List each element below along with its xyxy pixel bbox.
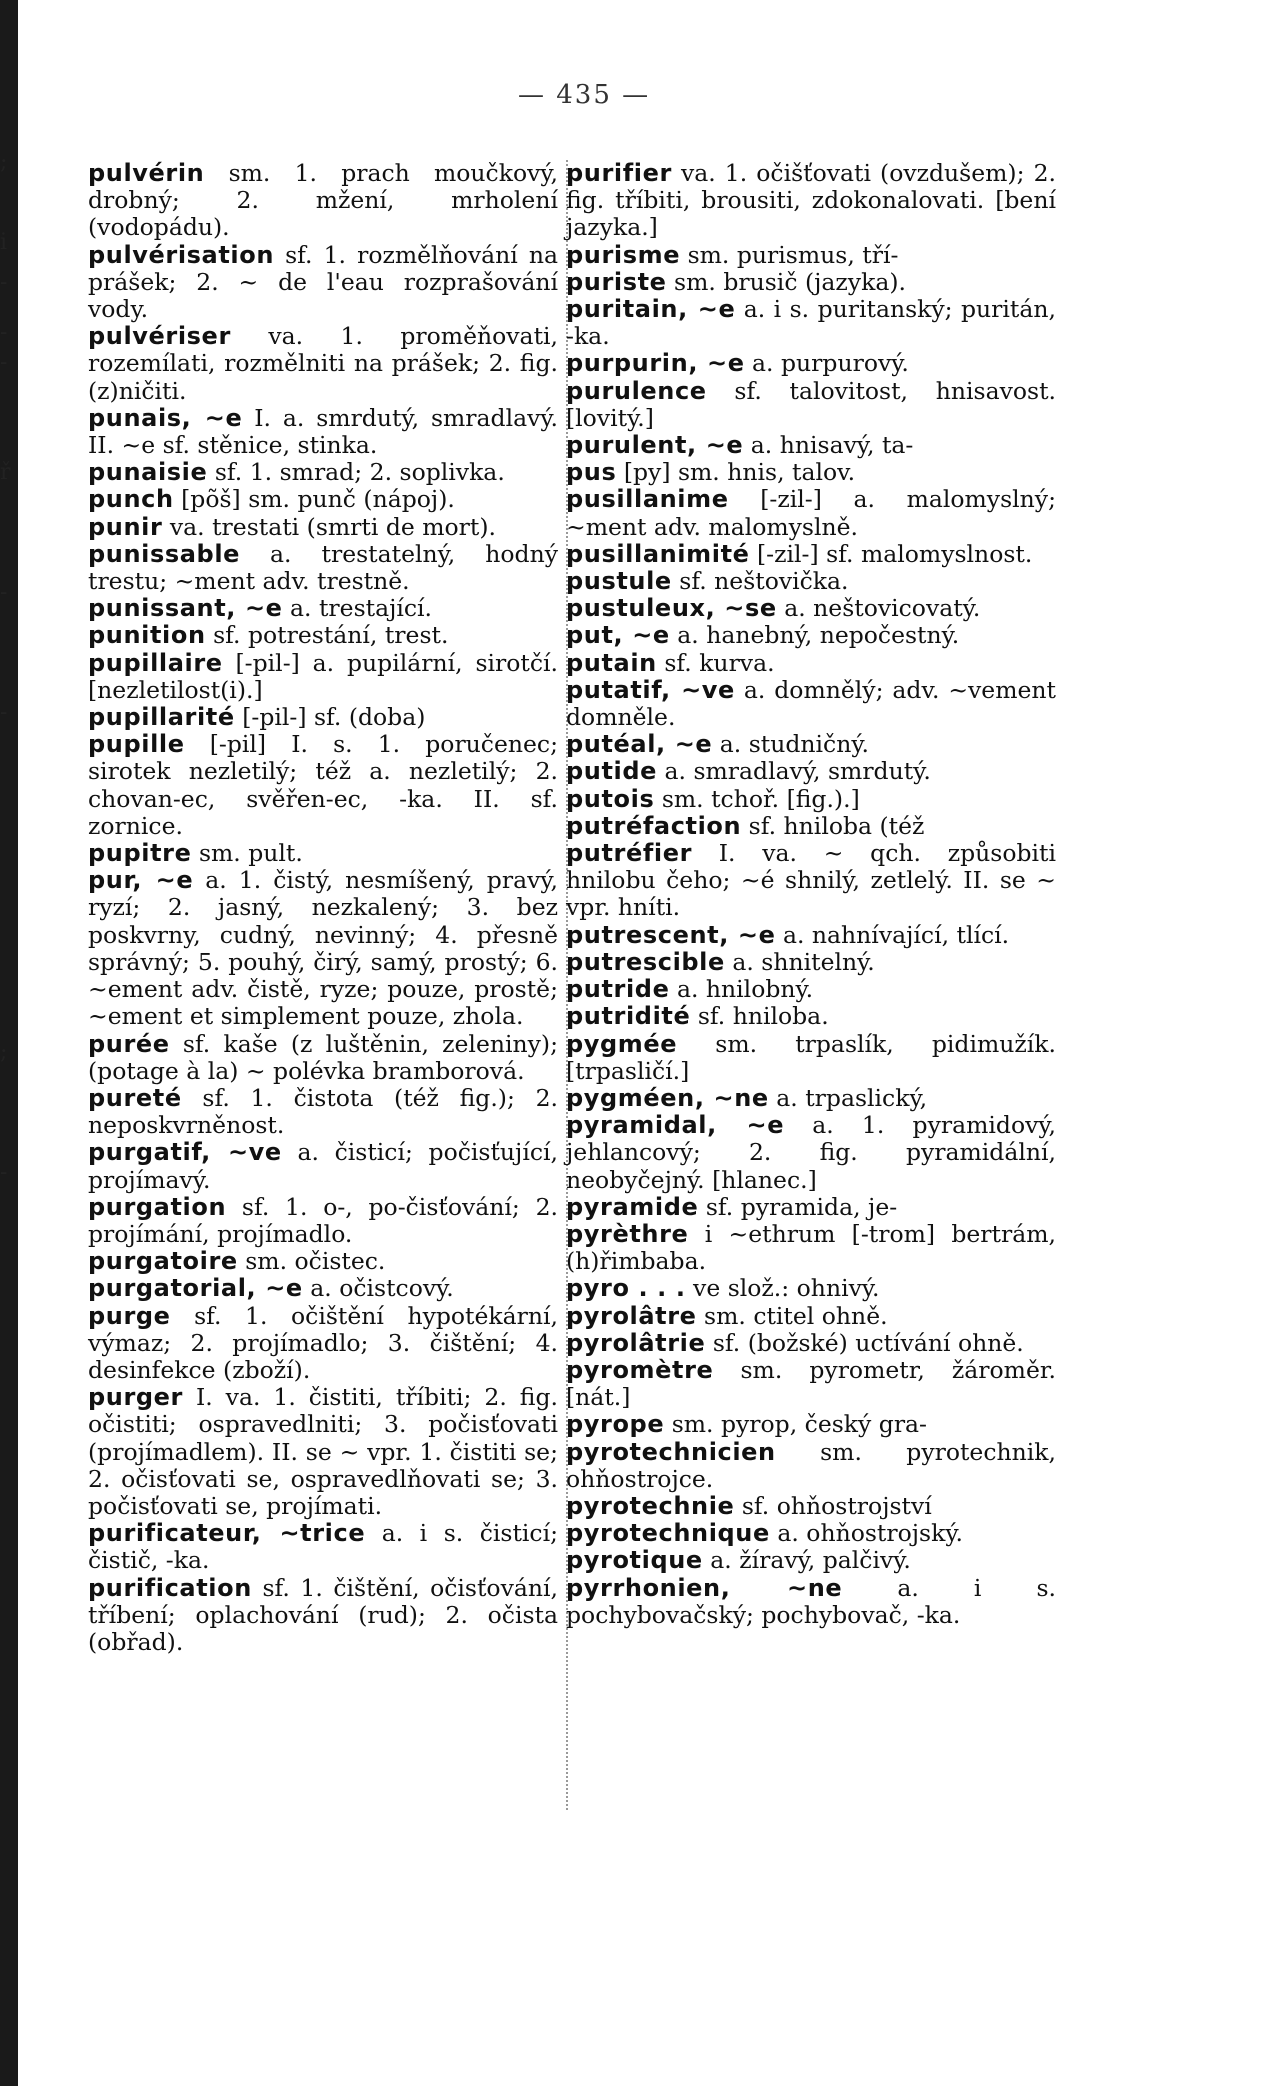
entry-headword: putréfaction: [566, 811, 742, 840]
entry-headword: pus: [566, 458, 617, 487]
entry-headword: punition: [88, 621, 206, 650]
entry-definition: sf. hniloba (též: [741, 811, 925, 840]
entry-headword: purgation: [88, 1192, 227, 1221]
dictionary-entry: [566, 786, 1056, 813]
dictionary-entry: [566, 650, 1056, 677]
edge-mark: -: [0, 700, 8, 725]
entry-headword: pureté: [88, 1083, 182, 1112]
entry-headword: pur, ~e: [88, 866, 194, 895]
entry-definition: a. smradlavý, smrdutý.: [657, 757, 931, 786]
entry-headword: pulvérin: [88, 159, 205, 187]
dictionary-entry: [88, 1248, 558, 1275]
edge-mark: -: [0, 580, 8, 605]
entry-definition: sf. neštovička.: [671, 567, 849, 596]
entry-definition: a. i s. puritanský; puritán, -ka.: [566, 295, 1056, 351]
entry-headword: putois: [566, 784, 655, 813]
entry-definition: a. trpaslický,: [768, 1083, 928, 1112]
dictionary-entry: [566, 1031, 1056, 1085]
entry-definition: a. neštovicovatý.: [776, 594, 981, 623]
entry-headword: pustule: [566, 567, 672, 596]
entry-definition: sf. pyramida, je-: [698, 1192, 898, 1221]
dictionary-entry: [566, 813, 1056, 840]
edge-mark: i: [0, 230, 8, 255]
entry-headword: putréfier: [566, 839, 693, 868]
dictionary-entry: [566, 1547, 1056, 1574]
dictionary-entry: [566, 378, 1056, 432]
entry-headword: punissable: [88, 539, 241, 568]
entry-definition: a. purpurový.: [744, 349, 909, 378]
dictionary-entry: [88, 650, 558, 704]
dictionary-entry: [566, 1003, 1056, 1030]
dictionary-entry: [566, 731, 1056, 758]
dictionary-entry: [566, 1520, 1056, 1547]
entry-definition: sf. ohňostrojství: [734, 1491, 932, 1520]
dictionary-entry: [566, 949, 1056, 976]
edge-mark: -: [0, 320, 8, 345]
entry-headword: pulvériser: [88, 322, 231, 351]
entry-definition: a. 1. pyramidový, jehlancový; 2. fig. pyramidální, neobyčejný. [hlanec.]: [566, 1111, 1056, 1194]
edge-mark: -: [0, 1160, 8, 1185]
entry-headword: purisme: [566, 240, 681, 269]
entry-definition: a. čisticí; počisťující, projímavý.: [88, 1138, 558, 1194]
dictionary-entry: [88, 731, 558, 840]
entry-definition: sf. 1. čistota (též fig.); 2. neposkvrněnost.: [88, 1083, 558, 1140]
entry-headword: putide: [566, 757, 658, 786]
entry-headword: pyrèthre: [566, 1219, 689, 1248]
dictionary-entry: [566, 160, 1056, 242]
page-number: — 435 —: [518, 80, 651, 110]
entry-definition: a. hanebný, nepočestný.: [669, 621, 960, 650]
entry-definition: sm. tchoř. [fig.).]: [654, 784, 860, 813]
entry-headword: pyramide: [566, 1192, 699, 1221]
entry-headword: putride: [566, 975, 670, 1004]
entry-definition: I. va. 1. čistiti, tříbiti; 2. fig. očistiti; ospravedlniti; 3. počisťovati (projímadlem). II. se ~ vpr. 1. čistiti se; 2. očisťovati se, ospravedlňovati se; 3. počisťovati se, projímati.: [88, 1383, 558, 1520]
dictionary-entry: [88, 1194, 558, 1248]
entry-definition: sm. pyrometr, žároměr. [nát.]: [566, 1355, 1056, 1412]
dictionary-entry: [88, 514, 558, 541]
entry-definition: va. trestati (smrti de mort).: [162, 512, 496, 541]
entry-definition: sf. (božské) uctívání ohně.: [705, 1328, 1024, 1357]
entry-definition: a. hnisavý, ta-: [743, 431, 914, 460]
dictionary-entry: [566, 840, 1056, 922]
dictionary-entry: [566, 1493, 1056, 1520]
entry-headword: putrescent, ~e: [566, 920, 776, 949]
dictionary-entry: [88, 595, 558, 622]
dictionary-entry: [88, 1085, 558, 1139]
entry-definition: [-pil] I. s. 1. poručenec; sirotek nezletilý; též a. nezletilý; 2. chovan-ec, svěřen-ec, -ka. II. sf. zornice.: [88, 730, 558, 840]
entry-definition: sf. 1. smrad; 2. soplivka.: [207, 458, 505, 487]
entry-headword: pygméen, ~ne: [566, 1083, 769, 1112]
dictionary-entry: [88, 704, 558, 731]
entry-headword: pyramidal, ~e: [566, 1111, 785, 1140]
entry-headword: pusillanime: [566, 485, 729, 514]
dictionary-entry: [566, 1357, 1056, 1411]
entry-headword: pyromètre: [566, 1355, 714, 1384]
edge-mark: -: [0, 270, 8, 295]
entry-headword: purge: [88, 1301, 171, 1330]
dictionary-entry: [88, 405, 558, 459]
entry-headword: punissant, ~e: [88, 594, 283, 623]
entry-headword: pusillanimité: [566, 539, 750, 568]
entry-definition: sm. trpaslík, pidimužík. [trpasličí.]: [566, 1029, 1056, 1085]
entry-definition: sf. 1. očištění hypotékární, výmaz; 2. projímadlo; 3. čištění; 4. desinfekce (zboží).: [88, 1301, 558, 1384]
entry-headword: pyrotechnie: [566, 1491, 735, 1520]
right-column: [566, 160, 1056, 1629]
dictionary-entry: [566, 568, 1056, 595]
entry-definition: sm. 1. prach moučkový, drobný; 2. mžení, mrholení (vodopádu).: [88, 159, 558, 242]
entry-headword: punir: [88, 512, 163, 541]
dictionary-entry: [566, 595, 1056, 622]
dictionary-entry: [88, 867, 558, 1030]
entry-definition: sf. 1. čištění, očisťování, tříbení; oplachování (rud); 2. očista (obřad).: [88, 1573, 558, 1656]
entry-definition: [-zil-] sf. malomyslnost.: [749, 539, 1033, 568]
entry-definition: sf. hniloba.: [690, 1002, 829, 1031]
entry-headword: purgatif, ~ve: [88, 1138, 282, 1167]
entry-headword: pyrolâtrie: [566, 1328, 706, 1357]
entry-headword: pyrrhonien, ~ne: [566, 1573, 843, 1602]
dictionary-entry: [88, 1139, 558, 1193]
entry-definition: sf. 1. o-, po-čisťování; 2. projímání, projímadlo.: [88, 1192, 558, 1248]
entry-headword: purgatorial, ~e: [88, 1274, 303, 1303]
entry-definition: [-zil-] a. malomyslný; ~ment adv. malomyslně.: [566, 485, 1056, 541]
entry-headword: pupillarité: [88, 703, 235, 732]
entry-definition: sf. 1. rozmělňování na prášek; 2. ~ de l'eau rozprašování vody.: [88, 240, 558, 324]
entry-definition: a. i s. pochybovačský; pochybovač, -ka.: [566, 1573, 1056, 1629]
entry-headword: pupitre: [88, 839, 192, 868]
entry-definition: ve slož.: ohnivý.: [685, 1274, 880, 1303]
entry-definition: [-pil-] sf. (doba): [234, 703, 426, 732]
edge-mark: ;: [0, 1040, 8, 1065]
entry-headword: purificateur, ~trice: [88, 1519, 366, 1548]
entry-definition: a. i s. čisticí; čistič, -ka.: [88, 1519, 559, 1575]
dictionary-entry: [566, 1330, 1056, 1357]
entry-headword: pulvérisation: [88, 240, 275, 269]
dictionary-entry: [566, 1221, 1056, 1275]
entry-headword: pupille: [88, 730, 185, 759]
entry-definition: a. očistcový.: [302, 1274, 454, 1303]
dictionary-entry: [566, 1085, 1056, 1112]
entry-definition: sm. pult.: [191, 839, 303, 868]
entry-headword: puriste: [566, 267, 667, 296]
entry-definition: sf. kaše (z luštěnin, zeleniny); (potage à la) ~ polévka bramborová.: [88, 1029, 558, 1085]
entry-headword: pyrotique: [566, 1546, 703, 1575]
entry-headword: purger: [88, 1383, 183, 1412]
dictionary-entry: [88, 459, 558, 486]
entry-headword: purulence: [566, 376, 707, 405]
dictionary-entry: [566, 1275, 1056, 1302]
dictionary-entry: [566, 541, 1056, 568]
entry-headword: pyrolâtre: [566, 1301, 697, 1330]
left-column: [88, 160, 558, 1656]
entry-definition: I. a. smrdutý, smradlavý. II. ~e sf. stěnice, stinka.: [88, 403, 559, 460]
entry-headword: pyro . . .: [566, 1274, 686, 1303]
entry-definition: a. domnělý; adv. ~vement domněle.: [566, 675, 1056, 732]
dictionary-entry: [566, 922, 1056, 949]
entry-headword: punch: [88, 485, 174, 514]
entry-headword: purgatoire: [88, 1247, 238, 1276]
entry-definition: a. trestající.: [282, 594, 433, 623]
dictionary-entry: [566, 1303, 1056, 1330]
dictionary-entry: [566, 622, 1056, 649]
dictionary-entry: [566, 1439, 1056, 1493]
dictionary-entry: [88, 541, 558, 595]
dictionary-entry: [88, 242, 558, 324]
dictionary-entry: [88, 1303, 558, 1385]
entry-headword: pustuleux, ~se: [566, 594, 777, 623]
entry-definition: va. 1. očišťovati (ovzdušem); 2. fig. tříbiti, brousiti, zdokonalovati. [bení jazyka.]: [566, 159, 1056, 242]
dictionary-entry: [566, 1575, 1056, 1629]
dictionary-entry: [88, 840, 558, 867]
dictionary-entry: [566, 1194, 1056, 1221]
edge-mark: ř: [0, 460, 11, 485]
entry-definition: sf. kurva.: [656, 648, 775, 677]
dictionary-entry: [566, 1411, 1056, 1438]
dictionary-entry: [88, 1520, 558, 1574]
entry-definition: sm. pyrotechnik, ohňostrojce.: [566, 1437, 1056, 1493]
entry-headword: put, ~e: [566, 621, 670, 650]
entry-definition: sm. brusič (jazyka).: [666, 267, 906, 296]
dictionary-entry: [88, 160, 558, 242]
entry-definition: sf. talovitost, hnisavost. [lovitý.]: [566, 376, 1056, 432]
dictionary-entry: [88, 1575, 558, 1657]
entry-headword: purification: [88, 1573, 252, 1602]
entry-headword: punais, ~e: [88, 403, 243, 432]
entry-headword: puritain, ~e: [566, 295, 736, 324]
entry-headword: pyrope: [566, 1410, 665, 1439]
dictionary-entry: [566, 269, 1056, 296]
entry-headword: purifier: [566, 159, 672, 187]
entry-definition: va. 1. proměňovati, rozemílati, rozmělniti na prášek; 2. fig. (z)ničiti.: [88, 322, 558, 405]
dictionary-entry: [566, 976, 1056, 1003]
entry-headword: putrescible: [566, 947, 725, 976]
entry-headword: putridité: [566, 1002, 691, 1031]
entry-definition: a. žíravý, palčivý.: [702, 1546, 911, 1575]
entry-definition: a. studničný.: [712, 730, 869, 759]
entry-definition: a. hnilobný.: [669, 975, 814, 1004]
dictionary-entry: [566, 432, 1056, 459]
entry-definition: I. va. ~ qch. způsobiti hnilobu čeho; ~é shnilý, zetlelý. II. se ~ vpr. hníti.: [566, 839, 1056, 922]
entry-definition: [-pil-] a. pupilární, sirotčí. [nezletilost(i).]: [88, 648, 558, 704]
dictionary-entry: [88, 1384, 558, 1520]
entry-definition: a. ohňostrojský.: [769, 1519, 963, 1548]
entry-definition: a. trestatelný, hodný trestu; ~ment adv. trestně.: [88, 539, 558, 596]
entry-headword: purpurin, ~e: [566, 349, 745, 378]
edge-mark: ;: [0, 150, 8, 175]
dictionary-entry: [88, 622, 558, 649]
entry-headword: pupillaire: [88, 648, 223, 677]
entry-headword: putain: [566, 648, 657, 677]
entry-headword: putéal, ~e: [566, 730, 713, 759]
entry-definition: sm. očistec.: [237, 1247, 386, 1276]
entry-definition: sm. pyrop, český gra-: [664, 1410, 927, 1439]
entry-definition: sm. ctitel ohně.: [696, 1301, 888, 1330]
entry-definition: i ~ethrum [-trom] bertrám, (h)řimbaba.: [566, 1219, 1056, 1276]
dictionary-entry: [566, 459, 1056, 486]
dictionary-entry: [566, 1112, 1056, 1194]
entry-headword: pyrotechnicien: [566, 1437, 776, 1466]
entry-definition: a. 1. čistý, nesmíšený, pravý, ryzí; 2. jasný, nezkalený; 3. bez poskvrny, cudný, nevinný; 4. přesně správný; 5. pouhý, čirý, samý, prostý; 6. ~ement adv. čistě, ryze; pouze, prostě; ~ement et simplement pouze, zhola.: [88, 866, 558, 1031]
entry-definition: a. shnitelný.: [724, 947, 875, 976]
entry-headword: purée: [88, 1029, 170, 1058]
entry-headword: pyrotechnique: [566, 1519, 770, 1548]
entry-definition: a. nahnívající, tlící.: [775, 920, 1010, 949]
entry-headword: purulent, ~e: [566, 431, 744, 460]
dictionary-entry: [566, 677, 1056, 731]
dictionary-entry: [88, 486, 558, 513]
dictionary-entry: [88, 1031, 558, 1085]
dictionary-entry: [566, 350, 1056, 377]
entry-definition: sm. purismus, tří-: [680, 240, 899, 269]
dictionary-entry: [88, 1275, 558, 1302]
entry-headword: punaisie: [88, 458, 208, 487]
edge-mark: -: [0, 350, 8, 375]
entry-headword: putatif, ~ve: [566, 675, 735, 704]
entry-definition: [py] sm. hnis, talov.: [616, 458, 856, 487]
entry-definition: sf. potrestání, trest.: [205, 621, 449, 650]
dictionary-entry: [566, 296, 1056, 350]
entry-headword: pygmée: [566, 1029, 678, 1058]
dictionary-entry: [566, 486, 1056, 540]
dictionary-entry: [88, 323, 558, 405]
dictionary-entry: [566, 758, 1056, 785]
entry-definition: [põš] sm. punč (nápoj).: [173, 485, 455, 514]
dictionary-entry: [566, 242, 1056, 269]
